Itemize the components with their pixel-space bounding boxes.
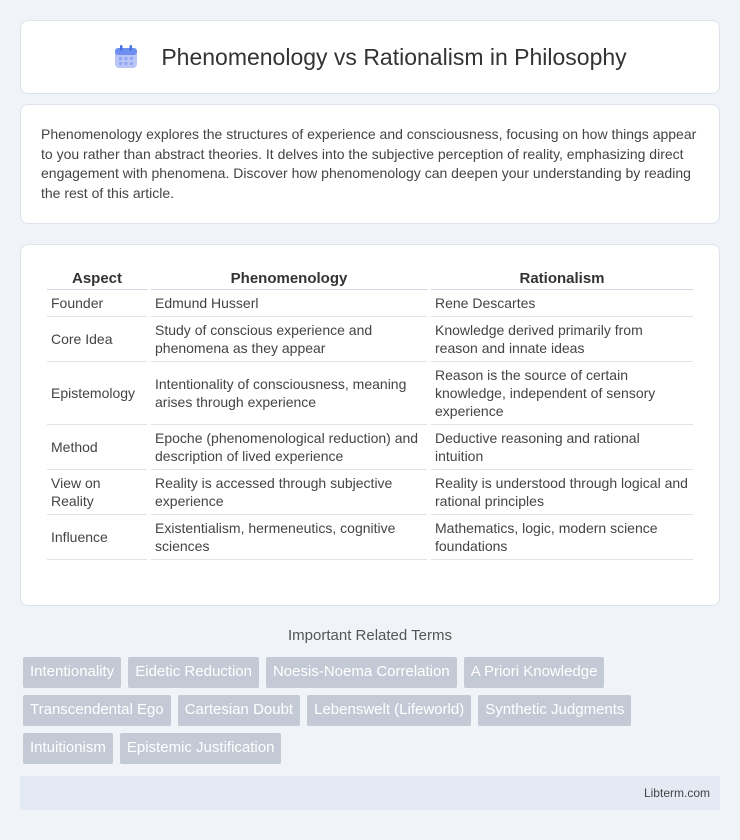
calendar-icon [113, 44, 139, 70]
related-terms-list [23, 657, 703, 771]
related-term-tag[interactable]: A Priori Knowledge [464, 657, 605, 688]
cell-rationalism: Deductive reasoning and rational intuition [431, 425, 693, 470]
related-term-tag[interactable]: Lebenswelt (Lifeworld) [307, 695, 471, 726]
related-term-tag[interactable]: Intuitionism [23, 733, 113, 764]
table-header-row [47, 265, 693, 290]
cell-phenomenology: Reality is accessed through subjective experience [151, 470, 427, 515]
table-row [47, 515, 693, 560]
table-row [47, 425, 693, 470]
cell-phenomenology: Study of conscious experience and phenomena as they appear [151, 317, 427, 362]
cell-aspect: Epistemology [47, 362, 147, 425]
cell-aspect: Core Idea [47, 317, 147, 362]
related-term-tag[interactable]: Intentionality [23, 657, 121, 688]
cell-aspect: Influence [47, 515, 147, 560]
cell-phenomenology: Intentionality of consciousness, meaning arises through experience [151, 362, 427, 425]
footer-site-link[interactable]: Libterm.com [643, 786, 710, 800]
cell-phenomenology: Epoche (phenomenological reduction) and description of lived experience [151, 425, 427, 470]
related-term-tag[interactable]: Transcendental Ego [23, 695, 171, 726]
intro-card [20, 104, 720, 224]
header-rationalism: Rationalism [431, 265, 693, 290]
related-terms-title: Important Related Terms [288, 627, 452, 644]
comparison-table-card [20, 244, 720, 606]
cell-rationalism: Reason is the source of certain knowledge, independent of sensory experience [431, 362, 693, 425]
cell-aspect: Method [47, 425, 147, 470]
related-term-tag[interactable]: Synthetic Judgments [478, 695, 631, 726]
cell-phenomenology: Existentialism, hermeneutics, cognitive sciences [151, 515, 427, 560]
related-term-tag[interactable]: Noesis-Noema Correlation [266, 657, 457, 688]
cell-rationalism: Rene Descartes [431, 290, 693, 317]
cell-rationalism: Reality is understood through logical and rational principles [431, 470, 693, 515]
header-phenomenology: Phenomenology [151, 265, 427, 290]
cell-rationalism: Mathematics, logic, modern science foundations [431, 515, 693, 560]
comparison-table [43, 265, 697, 560]
intro-text: Phenomenology explores the structures of experience and consciousness, focusing on how things appear to you rather than abstract theories. It delves into the subjective perception of reality, emphasizing direct engagement with phenomena. Discover how phenomenology can deepen your understanding by reading the rest of this article. [41, 126, 697, 201]
cell-aspect: View on Reality [47, 470, 147, 515]
header-aspect: Aspect [47, 265, 147, 290]
page-title: Phenomenology vs Rationalism in Philosophy [161, 43, 627, 70]
title-card [20, 20, 720, 94]
table-row [47, 317, 693, 362]
related-term-tag[interactable]: Epistemic Justification [120, 733, 282, 764]
related-term-tag[interactable]: Cartesian Doubt [178, 695, 300, 726]
footer [20, 776, 720, 810]
table-row [47, 470, 693, 515]
table-row [47, 290, 693, 317]
cell-phenomenology: Edmund Husserl [151, 290, 427, 317]
table-row [47, 362, 693, 425]
cell-aspect: Founder [47, 290, 147, 317]
cell-rationalism: Knowledge derived primarily from reason and innate ideas [431, 317, 693, 362]
related-term-tag[interactable]: Eidetic Reduction [128, 657, 259, 688]
